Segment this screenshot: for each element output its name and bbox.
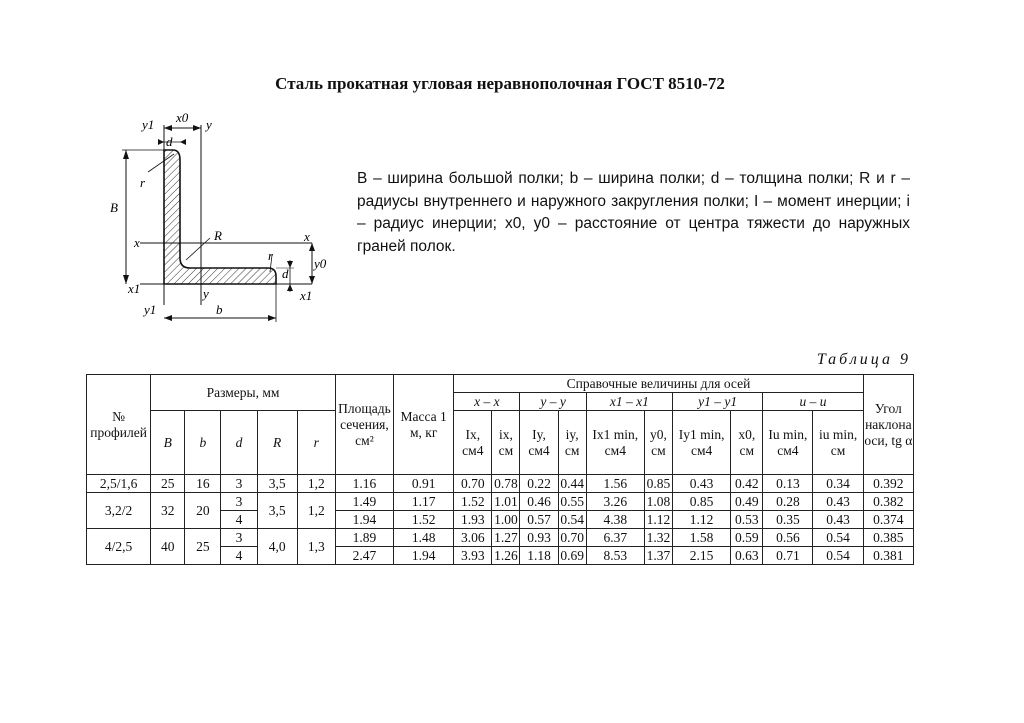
angle-section (164, 150, 276, 284)
angle-profile-diagram (100, 110, 340, 335)
header-profile: № профилей (87, 375, 151, 475)
header-area: Площадь сечения, см² (335, 375, 393, 475)
col-header: Ix1 min, см4 (586, 411, 644, 475)
data-table (86, 374, 914, 565)
label-B: B (110, 200, 118, 215)
label-y-bottom: y (203, 286, 209, 301)
label-y0: y0 (314, 256, 327, 271)
table-row: 4/2,5 40 25 3 4,0 1,3 1.89 1.48 3.06 1.27 0.93 0.70 6.37 1.32 1.58 0.59 0.56 0.54 0.385 (87, 529, 914, 547)
col-header: iy, см (558, 411, 586, 475)
label-d-top: d (166, 134, 173, 149)
header-dims: Размеры, мм (151, 375, 336, 411)
col-header: d (221, 411, 257, 475)
label-y1-top: y1 (142, 117, 155, 132)
table-row: 4 1.94 1.52 1.93 1.00 0.57 0.54 4.38 1.12 1.12 0.53 0.35 0.43 0.374 (87, 511, 914, 529)
axis-header: x – x (454, 393, 520, 411)
label-x1-left: x1 (128, 281, 141, 296)
label-R: R (214, 228, 222, 243)
col-header: Iy1 min, см4 (673, 411, 731, 475)
col-header: y0, см (644, 411, 672, 475)
table-row: 4 2.47 1.94 3.93 1.26 1.18 0.69 8.53 1.37 2.15 0.63 0.71 0.54 0.381 (87, 547, 914, 565)
col-header: r (297, 411, 335, 475)
label-r-right: r (268, 248, 274, 263)
label-x-left: x (134, 235, 140, 250)
axis-header: y1 – y1 (673, 393, 763, 411)
col-header: R (257, 411, 297, 475)
header-angle: Угол наклона оси, tg α (863, 375, 913, 475)
col-header: b (185, 411, 221, 475)
page-title: Сталь прокатная угловая неравнополочная ГОСТ 8510-72 (275, 74, 725, 93)
label-x0: x0 (176, 110, 189, 125)
table-caption: Таблица 9 (816, 351, 911, 368)
col-header: Ix, см4 (454, 411, 492, 475)
label-r: r (140, 175, 146, 190)
label-b: b (216, 302, 223, 317)
label-x1-right: x1 (300, 288, 313, 303)
col-header: x0, см (731, 411, 763, 475)
col-header: Iy, см4 (520, 411, 558, 475)
label-d-right: d (282, 266, 289, 281)
col-header: B (151, 411, 185, 475)
table-row: 2,5/1,6 25 16 3 3,5 1,2 1.16 0.91 0.70 0.78 0.22 0.44 1.56 0.85 0.43 0.42 0.13 0.34 0.392 (87, 475, 914, 493)
axis-header: u – u (763, 393, 863, 411)
axis-header: x1 – x1 (586, 393, 672, 411)
axis-header: y – y (520, 393, 586, 411)
col-header: ix, см (492, 411, 520, 475)
table-row: 3,2/2 32 20 3 3,5 1,2 1.49 1.17 1.52 1.01 0.46 0.55 3.26 1.08 0.85 0.49 0.28 0.43 0.382 (87, 493, 914, 511)
header-mass: Масса 1 м, кг (394, 375, 454, 475)
label-y1-bottom: y1 (144, 302, 157, 317)
col-header: iu min, см (813, 411, 863, 475)
description: B – ширина большой полки; b – ширина полки; d – толщина полки; R и r – радиусы внутреннего и наружного закругления полки; I – момент инерции; i – радиус инерции; x0, y0 – расстояние от центра тяжести до наружных граней полок. (357, 170, 910, 255)
label-x-right: x (304, 229, 310, 244)
header-ref: Справочные величины для осей (454, 375, 863, 393)
col-header: Iu min, см4 (763, 411, 813, 475)
label-y-top: y (206, 117, 212, 132)
